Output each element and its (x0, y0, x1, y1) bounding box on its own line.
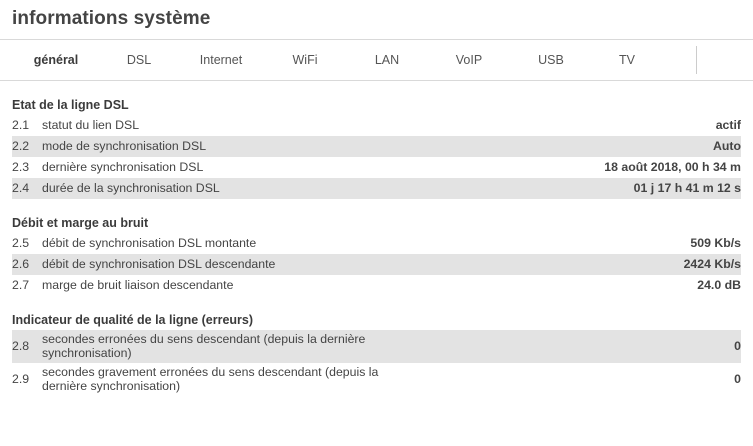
tab-voip[interactable]: VoIP (455, 53, 483, 67)
row-index: 2.8 (12, 330, 42, 363)
table-row (12, 136, 741, 157)
row-value: 01 j 17 h 41 m 12 s (392, 178, 742, 199)
row-label: durée de la synchronisation DSL (42, 178, 392, 199)
row-index: 2.9 (12, 372, 30, 386)
info-table (12, 233, 741, 296)
row-label: secondes gravement erronées du sens descendant (depuis la dernière synchronisation) (42, 365, 379, 393)
page-title: informations système (12, 8, 211, 29)
table-row (12, 178, 741, 199)
tab-dsl[interactable]: DSL (126, 53, 152, 67)
info-table (12, 330, 741, 396)
tab-lan[interactable]: LAN (374, 53, 400, 67)
table-row (12, 115, 741, 136)
table-row (12, 233, 741, 254)
row-label: débit de synchronisation DSL descendante (42, 254, 392, 275)
row-label: débit de synchronisation DSL montante (42, 236, 257, 250)
row-value: actif (715, 118, 741, 132)
row-label: dernière synchronisation DSL (42, 160, 204, 174)
row-label: marge de bruit liaison descendante (42, 278, 234, 292)
table-row (12, 157, 741, 178)
row-index: 2.3 (12, 160, 30, 174)
tab-usb[interactable]: USB (538, 53, 564, 67)
row-value: 18 août 2018, 00 h 34 m (604, 160, 741, 174)
row-index: 2.6 (12, 254, 42, 275)
tab-internet[interactable]: Internet (199, 53, 243, 67)
row-label: statut du lien DSL (42, 118, 140, 132)
section-heading: Débit et marge au bruit (12, 216, 149, 230)
row-index: 2.7 (12, 278, 30, 292)
row-index: 2.2 (12, 136, 42, 157)
tab-tv[interactable]: TV (619, 53, 635, 67)
row-index: 2.1 (12, 118, 30, 132)
table-row (12, 275, 741, 296)
row-index: 2.4 (12, 178, 42, 199)
section-heading: Etat de la ligne DSL (12, 98, 129, 112)
info-table (12, 115, 741, 199)
section-heading: Indicateur de qualité de la ligne (erreurs) (12, 313, 254, 327)
tab-wifi[interactable]: WiFi (292, 53, 318, 67)
table-row (12, 254, 741, 275)
row-value: 0 (392, 330, 742, 363)
row-value: 24.0 dB (697, 278, 741, 292)
row-label: mode de synchronisation DSL (42, 136, 392, 157)
content-area (0, 81, 753, 396)
row-value: 509 Kb/s (690, 236, 741, 250)
row-value: 0 (734, 372, 741, 386)
row-label: secondes erronées du sens descendant (depuis la dernière synchronisation) (42, 330, 392, 363)
row-index: 2.5 (12, 236, 30, 250)
row-value: Auto (392, 136, 742, 157)
tab-g-n-ral[interactable]: général (33, 53, 79, 67)
table-row (12, 363, 741, 396)
row-value: 2424 Kb/s (392, 254, 742, 275)
tab-bar-end-divider (696, 46, 697, 74)
tab-bar (12, 40, 753, 80)
table-row (12, 330, 741, 363)
